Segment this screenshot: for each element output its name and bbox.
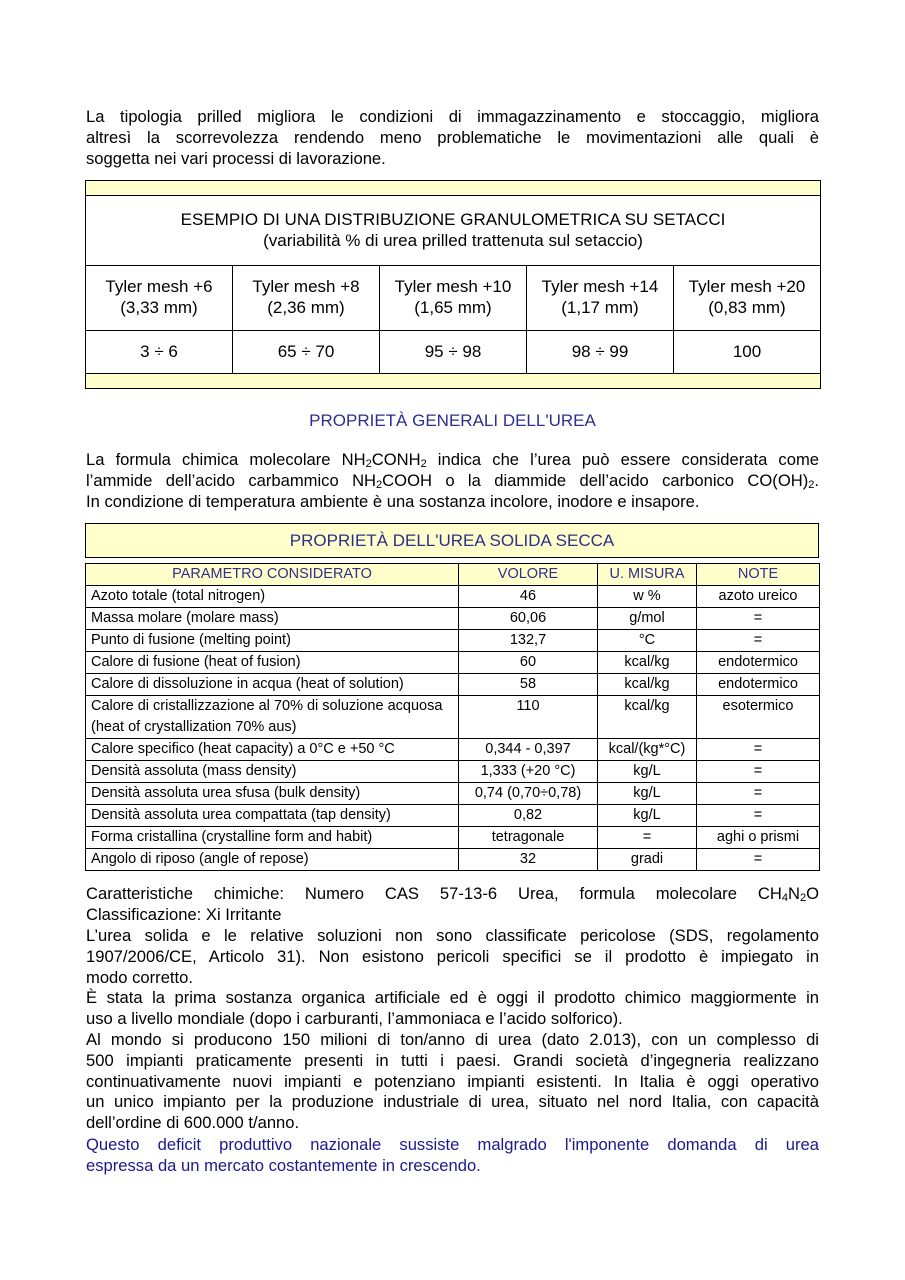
mesh-value-cell: 65 ÷ 70 xyxy=(233,331,380,373)
unit-cell: kcal/kg xyxy=(598,652,697,674)
table-header-row xyxy=(86,564,820,586)
value-cell: 132,7 xyxy=(459,630,598,652)
table-row xyxy=(86,696,820,739)
parameter-cell: Densità assoluta urea compattata (tap density) xyxy=(86,805,459,827)
table-band xyxy=(86,181,820,196)
table-row xyxy=(86,586,820,608)
value-cell: 0,344 - 0,397 xyxy=(459,739,598,761)
text-line: modo corretto. xyxy=(86,967,193,987)
parameter-cell: Densità assoluta urea sfusa (bulk density) xyxy=(86,783,459,805)
table-row xyxy=(86,630,820,652)
table-row xyxy=(86,608,820,630)
value-cell: 46 xyxy=(459,586,598,608)
granulometry-table xyxy=(85,180,821,389)
mesh-header-cell: Tyler mesh +10 (1,65 mm) xyxy=(380,266,527,330)
parameter-cell: Forma cristallina (crystalline form and habit) xyxy=(86,827,459,849)
text-line: La tipologia prilled migliora le condizioni di immagazzinamento e stoccaggio, migliora xyxy=(86,107,819,126)
note-cell: = xyxy=(697,783,820,805)
column-header: NOTE xyxy=(697,564,820,586)
mesh-value-cell: 3 ÷ 6 xyxy=(86,331,233,373)
parameter-cell: Massa molare (molare mass) xyxy=(86,608,459,630)
parameter-cell: Densità assoluta (mass density) xyxy=(86,761,459,783)
text-line: In condizione di temperatura ambiente è una sostanza incolore, inodore e insapore. xyxy=(86,491,700,511)
column-header: U. MISURA xyxy=(598,564,697,586)
unit-cell: kcal/(kg*°C) xyxy=(598,739,697,761)
properties-table-body xyxy=(86,586,820,871)
table-row xyxy=(86,739,820,761)
note-cell: = xyxy=(697,805,820,827)
column-header: PARAMETRO CONSIDERATO xyxy=(86,564,459,586)
table-row xyxy=(86,805,820,827)
note-cell: azoto ureico xyxy=(697,586,820,608)
value-cell: 32 xyxy=(459,849,598,871)
note-cell: endotermico xyxy=(697,652,820,674)
intro-paragraph xyxy=(86,107,819,169)
text-line: È stata la prima sostanza organica artificiale ed è oggi il prodotto chimico maggiormente in xyxy=(86,988,819,1008)
mesh-header-cell: Tyler mesh +20 (0,83 mm) xyxy=(688,277,806,317)
parameter-cell: Punto di fusione (melting point) xyxy=(86,630,459,652)
value-cell: 110 xyxy=(459,696,598,739)
table-row xyxy=(86,849,820,871)
mesh-value-row xyxy=(86,331,820,373)
note-cell: aghi o prismi xyxy=(697,827,820,849)
text-line: dell’ordine di 600.000 t/anno. xyxy=(86,1113,300,1133)
properties-title: PROPRIETÀ DELL'UREA SOLIDA SECCA xyxy=(85,523,819,558)
text-line: un unico impianto per la produzione industriale di urea, situato nel nord Italia, con capacità xyxy=(86,1092,819,1112)
unit-cell: gradi xyxy=(598,849,697,871)
mesh-header-row xyxy=(86,266,820,331)
properties-table xyxy=(85,563,820,871)
unit-cell: kcal/kg xyxy=(598,674,697,696)
parameter-cell: Calore di dissoluzione in acqua (heat of solution) xyxy=(86,674,459,696)
table-row xyxy=(86,674,820,696)
mesh-value-cell: 95 ÷ 98 xyxy=(380,331,527,373)
text-line: espressa da un mercato costantemente in crescendo. xyxy=(86,1155,481,1175)
text-line: 500 impianti praticamente presenti in tutti i paesi. Grandi società d’ingegneria realizzano xyxy=(86,1050,819,1070)
note-cell: = xyxy=(697,630,820,652)
unit-cell: kg/L xyxy=(598,805,697,827)
parameter-cell: Calore di cristallizzazione al 70% di soluzione acquosa (heat of crystallization 70% aus) xyxy=(86,696,459,739)
value-cell: 60 xyxy=(459,652,598,674)
closing-paragraph xyxy=(86,1135,819,1177)
unit-cell: kcal/kg xyxy=(598,696,697,739)
column-header: VOLORE xyxy=(459,564,598,586)
table-row xyxy=(86,652,820,674)
note-cell: endotermico xyxy=(697,674,820,696)
text-line: 1907/2006/CE, Articolo 31). Non esistono pericoli specifici se il prodotto è impiegato in xyxy=(86,946,819,966)
text-line: Caratteristiche chimiche: Numero CAS 57-13-6 Urea, formula molecolare $CH_4N_2O$ xyxy=(86,884,819,904)
table-row xyxy=(86,761,820,783)
table-row xyxy=(86,827,820,849)
note-cell: = xyxy=(697,849,820,871)
table-band xyxy=(86,373,820,388)
granulometry-title-cell xyxy=(86,196,820,266)
text-line: soggetta nei vari processi di lavorazione. xyxy=(86,148,386,168)
section-heading: PROPRIETÀ GENERALI DELL'UREA xyxy=(309,411,596,430)
text-line: continuativamente nuovi impianti e potenziano impianti esistenti. In Italia è oggi operativo xyxy=(86,1071,819,1091)
value-cell: tetragonale xyxy=(459,827,598,849)
unit-cell: = xyxy=(598,827,697,849)
value-cell: 58 xyxy=(459,674,598,696)
body-paragraph xyxy=(86,926,819,1134)
chemical-paragraph xyxy=(86,884,819,926)
text-line: altresì la scorrevolezza rendendo meno problematiche le movimentazioni alle quali è xyxy=(86,127,819,147)
value-cell: 0,82 xyxy=(459,805,598,827)
note-cell: = xyxy=(697,739,820,761)
mesh-header-cell: Tyler mesh +6 (3,33 mm) xyxy=(86,266,233,330)
note-cell: = xyxy=(697,761,820,783)
text-line: uso a livello mondiale (dopo i carburanti, l’ammoniaca e l’acido solforico). xyxy=(86,1009,623,1029)
text-line: Classificazione: Xi Irritante xyxy=(86,904,282,924)
text-line: L’urea solida e le relative soluzioni non sono classificate pericolose (SDS, regolamento xyxy=(86,926,819,945)
unit-cell: w % xyxy=(598,586,697,608)
table-row xyxy=(86,783,820,805)
parameter-cell: Calore specifico (heat capacity) a 0°C e +50 °C xyxy=(86,739,459,761)
unit-cell: kg/L xyxy=(598,761,697,783)
unit-cell: g/mol xyxy=(598,608,697,630)
formula-paragraph xyxy=(86,450,819,512)
text-line: Questo deficit produttivo nazionale sussiste malgrado l'imponente domanda di urea xyxy=(86,1135,819,1154)
value-cell: 1,333 (+20 °C) xyxy=(459,761,598,783)
unit-cell: °C xyxy=(598,630,697,652)
parameter-cell: Angolo di riposo (angle of repose) xyxy=(86,849,459,871)
unit-cell: kg/L xyxy=(598,783,697,805)
text-line: Al mondo si producono 150 milioni di ton/anno di urea (dato 2.013), con un complesso di xyxy=(86,1029,819,1049)
text-line: La formula chimica molecolare $NH_2CONH_2$ indica che l’urea può essere considerata come xyxy=(86,450,819,470)
parameter-cell: Azoto totale (total nitrogen) xyxy=(86,586,459,608)
text-line: l’ammide dell’acido carbammico $NH_2COOH$ o la diammide dell’acido carbonico $CO(OH)_2$. xyxy=(86,470,819,491)
granulometry-subtitle: (variabilità % di urea prilled trattenuta sul setaccio) xyxy=(263,231,643,250)
granulometry-title: ESEMPIO DI UNA DISTRIBUZIONE GRANULOMETRICA SU SETACCI xyxy=(180,210,726,229)
note-cell: esotermico xyxy=(697,696,820,739)
note-cell: = xyxy=(697,608,820,630)
value-cell: 0,74 (0,70÷0,78) xyxy=(459,783,598,805)
mesh-header-cell: Tyler mesh +8 (2,36 mm) xyxy=(233,266,380,330)
value-cell: 60,06 xyxy=(459,608,598,630)
mesh-value-cell: 98 ÷ 99 xyxy=(527,331,674,373)
parameter-cell: Calore di fusione (heat of fusion) xyxy=(86,652,459,674)
mesh-header-cell: Tyler mesh +14 (1,17 mm) xyxy=(527,266,674,330)
mesh-value-cell: 100 xyxy=(732,342,762,361)
